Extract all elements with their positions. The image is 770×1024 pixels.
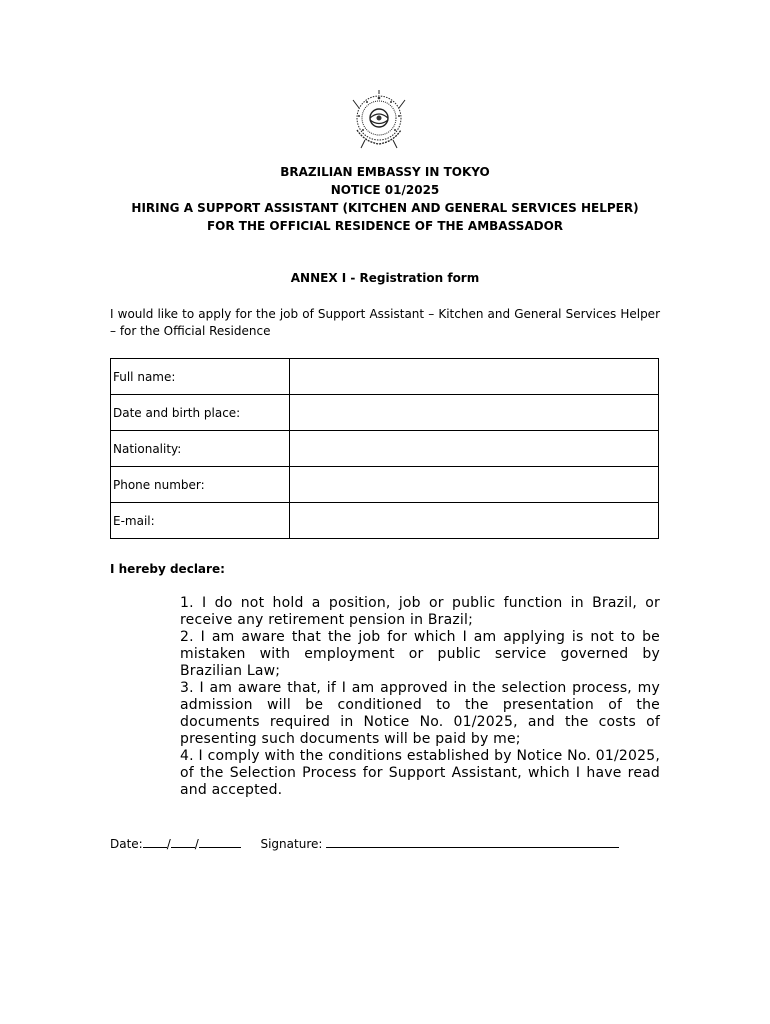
header-residence: FOR THE OFFICIAL RESIDENCE OF THE AMBASSADOR — [206, 219, 564, 233]
email-field[interactable] — [290, 503, 659, 539]
header-embassy: BRAZILIAN EMBASSY IN TOKYO — [280, 165, 490, 179]
table-row — [111, 431, 659, 467]
date-signature-line — [110, 835, 619, 851]
table-row — [111, 395, 659, 431]
table-row — [111, 503, 659, 539]
declaration-item: 3. I am aware that, if I am approved in the selection process, my admission will be conditioned to the presentation of the documents required in Notice No. 01/2025, and the costs of presenting such documents will be paid by me; — [180, 680, 660, 747]
date-separator: / — [166, 837, 171, 851]
declaration-list — [180, 595, 660, 799]
field-label: Full name: — [111, 359, 290, 395]
date-year-blank[interactable] — [199, 835, 241, 848]
signature-label: Signature: — [260, 837, 323, 851]
field-label: E-mail: — [111, 503, 290, 539]
full-name-field[interactable] — [290, 359, 659, 395]
birth-date-place-field[interactable] — [290, 395, 659, 431]
table-row — [111, 467, 659, 503]
signature-blank[interactable] — [326, 835, 619, 848]
header-notice: NOTICE 01/2025 — [330, 183, 440, 197]
field-label: Nationality: — [111, 431, 290, 467]
phone-number-field[interactable] — [290, 467, 659, 503]
table-row — [111, 359, 659, 395]
date-month-blank[interactable] — [171, 835, 195, 848]
declaration-item: 4. I comply with the conditions established by Notice No. 01/2025, of the Selection Process for Support Assistant, which I have read and accepted. — [180, 748, 660, 798]
nationality-field[interactable] — [290, 431, 659, 467]
document-header — [80, 163, 690, 235]
field-label: Phone number: — [111, 467, 290, 503]
coat-of-arms-seal-icon — [345, 90, 413, 150]
date-label: Date: — [110, 837, 143, 851]
declaration-title: I hereby declare: — [110, 562, 225, 576]
registration-table — [110, 358, 659, 539]
header-hiring: HIRING A SUPPORT ASSISTANT (KITCHEN AND GENERAL SERVICES HELPER) — [131, 201, 639, 215]
annex-title: ANNEX I - Registration form — [290, 271, 480, 285]
declaration-item: 1. I do not hold a position, job or public function in Brazil, or receive any retirement pension in Brazil; — [180, 595, 660, 628]
field-label: Date and birth place: — [111, 395, 290, 431]
date-separator: / — [194, 837, 199, 851]
intro-paragraph: I would like to apply for the job of Support Assistant – Kitchen and General Services Helper – for the Official Residence — [110, 307, 660, 338]
declaration-item: 2. I am aware that the job for which I am applying is not to be mistaken with employment or public service governed by Brazilian Law; — [180, 629, 660, 679]
date-day-blank[interactable] — [143, 835, 167, 848]
